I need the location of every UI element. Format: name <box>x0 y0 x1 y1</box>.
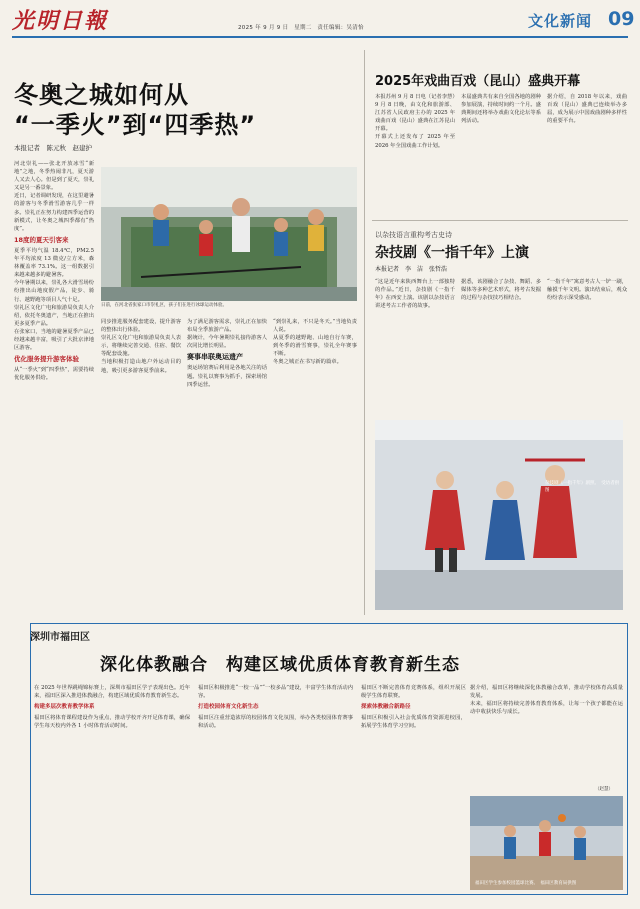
byline-acro: 本报记者 李 洁 张哲浩 <box>375 266 448 273</box>
shenzhen-subhead-3: 探索体教融合新路径 <box>361 704 411 711</box>
winter-photo-caption: 日前，在河北省张家口市崇礼区，孩子们在进行冰球运动体验。 <box>101 303 227 308</box>
winter-photo <box>101 167 357 301</box>
kunqu-column-3: 据介绍，自 2018 年以来，戏曲百戏（昆山）盛典已连续举办多届，成为展示中国戏曲剧种多样性的重要平台。 <box>547 94 627 125</box>
headline-shenzhen: 深化体教融合 构建区域优质体育教育新生态 <box>100 655 460 675</box>
article-divider <box>372 220 628 221</box>
stage-performance-photo <box>375 420 623 610</box>
section-title: 文化新闻 <box>528 12 593 30</box>
byline-winter: 本报记者 陈元秋 赵建护 <box>14 144 92 152</box>
basketball-photo <box>470 796 623 890</box>
kunqu-column-2: 本届盛典共有来自全国各地的剧种参加展演，持续时间约一个月。盛典期间还将举办戏曲文化论坛等系列活动。 <box>461 94 541 125</box>
shenzhen-column-2: 福田区积极推进“一校一品”“一校多品”建设，丰富学生体育活动内容。 打造校园体育文化新生态 福田区注重营造浓厚的校园体育文化氛围，举办各类校园体育赛事和活动。 <box>198 685 353 730</box>
shenzhen-column-1: 在 2025 年世界跳绳锦标赛上，深圳市福田区学子表现出色。近年来，福田区深入推进体教融合，构建区域优质体育教育新生态。 构建多层次教育教学体系 福田区将体育课程建设作为重点，推动学校开齐开足体育课，确保学生每天校内外各 1 小时体育活动时间。 <box>34 685 190 730</box>
shenzhen-column-4: 据介绍，福田区将继续深化体教融合改革，推动学校体育高质量发展。 未来，福田区将持续完善体育教育体系，让每一个孩子都能在运动中收获快乐与成长。 <box>470 685 623 716</box>
issue-date: 2025 年 9 月 9 日 星期二 责任编辑：吴清怡 <box>238 25 364 31</box>
winter-column-4: “到崇礼来，不只是冬天。”当地负责人说。 从夏季的越野跑、山地自行车赛，到冬季的滑雪赛事，崇礼全年赛事不断。 冬奥之城正在书写新的篇章。 <box>273 319 357 366</box>
newspaper-logo: 光明日報 <box>12 8 109 34</box>
acro-photo-caption: 杂技剧《一指千年》剧照。 受访者供图 <box>545 481 620 493</box>
headline-winter-city: 冬奥之城如何从 “一季火”到“四季热” <box>14 81 257 139</box>
acro-column-2: 据悉，该剧融合了杂技、舞蹈、多媒体等多种艺术形式，将考古发掘的过程与杂技技巧相结合。 <box>461 279 541 302</box>
shenzhen-photo <box>470 796 623 890</box>
shenzhen-subhead-1: 构建多层次教育教学体系 <box>34 704 95 711</box>
winter-subhead-3: 赛事串联奥运遗产 <box>187 353 243 362</box>
winter-column-1: 河北崇礼——张北开放冰雪“新地”之地，冬季热闹非凡，夏天游人又去人心。但是到了夏天，崇礼又是另一番景象。 近日，记者调研发现，在这里避暑的游客与冬季滑雪游客几乎一样多。崇礼正在努力构建四季运营的新模式，让冬奥之城四季都有“热度”。 18度的夏天引客来 夏季平均气温 18.4℃，PM2.5 年平均浓度 13 微克/立方米，森林覆盖率 73.1%。这一组数据引来越来越多的避暑客。 今年暑期以来，崇礼各大滑雪场纷纷推出山地度假产品，徒步、骑行、越野跑等项目人气十足。 崇礼区文化广电和旅游局负责人介绍，依托冬奥遗产，当地正在推出更多夏季产品。 在张家口，当地的避暑夏季产品已经越来越丰富，吸引了大批京津地区游客。 优化服务提升游客体验 从“一季火”到“四季热”，需要持续优化服务供给。 <box>14 161 94 382</box>
masthead <box>12 4 635 38</box>
kunqu-column-1: 本报苏州 9 月 8 日电（记者李慧）9 月 8 日晚，由文化和旅游部、江苏省人民政府主办的 2025 年戏曲百戏（昆山）盛典在江苏昆山开幕。 开幕式上还发布了 2025 年至 2026 年全国戏曲工作计划。 <box>375 94 455 149</box>
shenzhen-credit: （赵慧） <box>595 787 613 792</box>
shenzhen-subhead-2: 打造校园体育文化新生态 <box>198 704 259 711</box>
shenzhen-column-3: 福田区不断完善体育竞赛体系，组织开展区级学生体育联赛。 探索体教融合新路径 福田区积极引入社会优质体育资源进校园，拓展学生体育学习空间。 <box>361 685 466 730</box>
shenzhen-label: 深圳市福田区 <box>30 632 90 643</box>
column-divider <box>364 50 365 615</box>
page-number: 09 <box>608 8 635 30</box>
winter-column-3: 为了满足游客需求，崇礼正在加快布局全季旅游产品。 据统计，今年暑期崇礼接待游客人次同比增长明显。 赛事串联奥运遗产 奥运场馆赛后利用是各地关注的话题。崇礼以赛事为抓手，探索场馆四季运营。 <box>187 319 267 388</box>
headline-acrobatics: 杂技剧《一指千年》上演 <box>375 245 529 261</box>
shenzhen-photo-caption: 福田区学生参加校园篮球比赛。 福田区教育局供图 <box>475 881 577 886</box>
acro-column-3: “一指千年”寓意考古人一铲一刷，触摸千年文明。演出结束后，观众纷纷表示深受感动。 <box>547 279 627 302</box>
winter-subhead-1: 18度的夏天引客来 <box>14 235 69 244</box>
kids-hockey-photo <box>101 167 357 301</box>
winter-column-2: 同步推进服务配套建设，提升游客的整体出行体验。 崇礼区文化广电和旅游局负责人表示，将继续完善交通、住宿、餐饮等配套设施。 当地积极打造山地户外运动目的地，吸引更多游客夏季前来。 <box>101 319 181 374</box>
acro-column-1: “这是近年来陕西舞台上一部独特的作品。”近日，杂技剧《一指千年》在西安上演。该剧以杂技语言讲述考古工作者的故事。 <box>375 279 455 310</box>
acro-kicker: 以杂技语言重构考古史诗 <box>375 231 452 239</box>
headline-kunqu: 2025年戏曲百戏（昆山）盛典开幕 <box>375 74 581 89</box>
winter-subhead-2: 优化服务提升游客体验 <box>14 355 79 364</box>
acro-photo <box>375 420 623 610</box>
